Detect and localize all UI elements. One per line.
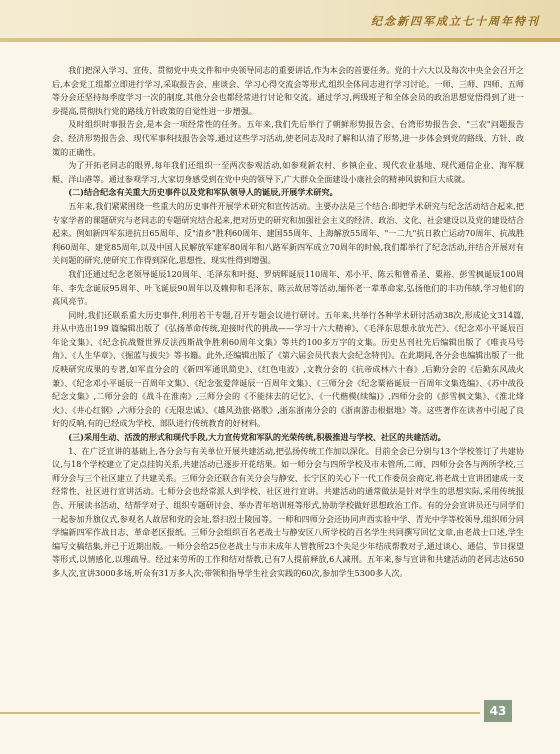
body-paragraph: 同时,我们还联系重大历史事件,利用若干专题,召开专题会议进行研讨。五年来,共举行各种学术研讨活动38次,形成论文314篇, 并从中选出199 篇编辑出版了《弘扬革命传统,迎接时代的挑战——学习十六大精神》、《毛泽东思想永放光芒》、《纪念邓小平诞辰百年论文集》、《纪念抗战暨世界反法西斯战争胜利60周年文集》等共约100多万字的文集。历史丛刊社先后编辑出版了《唯丧马号角》、《人生华章》、《掘蓝与拔尖》等书籍。此外,还编辑出版了《第六届会员代表大会纪念特刊》。在此期间,各分会也编辑出版了一批反映研究成果的专著,如军直分会的《新四军通讯简史》、《红色电波》,文教分会的《抗帝成林六十春》,后勤分会的《后勤东风战火兼》、《纪念邓小平诞辰一百周年文集》、《纪念张爱萍诞辰一百周年文集》、《三师分会《纪念粟裕诞辰一百周年文集选编》、《苏中战役纪念文集》,二师分会的《战斗在淮南》,三师分会的《不能抹去的记忆》、《一代楷模(续编)》,四师分会的《彭雪枫文集》、《淮北烽火》、《井心红钢》,六师分会的《无限忠诚》、《雄风劲旅·路歌》,浙东浙南分会的《浙南游击根据地》等。这些著作在读者中引起了良好的反响,有的已经成为学校、部队进行传统教育的好材料。 [52, 309, 524, 429]
body-paragraph: 五年来,我们紧紧围绕一些重大的历史事件开展学术研究和宣传活动。主要办法是三个结合:即把学术研究与纪念活动结合起来,把专家学者的课题研究与老同志的专题研究结合起来,把对历史的研究和加强社会主义的经济、政治、文化、社会建设以及党的建设结合起来。例如新四军东进抗日65周年、反"清乡"胜利60周年、建国55周年、上海解放55周年、"一二九"抗日救亡运动70周年、抗战胜利60周年、建党85周年,以及中国人民解放军建军80周年和八路军新四军成立70周年的时候,我们都举行了纪念活动,并结合开展对有关问题的研究,使研究工作得到深化,思想性、现实性得到增强。 [52, 200, 525, 266]
body-paragraph: 为了开拓老同志的眼界,每年我们还组织一至两次参观活动,如参观新农村、乡镇企业、现代农业基地、现代通信企业、海军舰艇、洋山港等。通过参观学习,大家切身感受到在党中央的领导下,广大群众全面建设小康社会的精神风貌和巨大成就。 [52, 160, 524, 184]
body-paragraph: 及时组织时事报告会,是本会一项经常性的任务。五年来,我们先后举行了朝鲜形势报告会、台湾形势报告会、"三农"问题报告会、经济形势报告会、现代军事科技报告会等,通过这些学习活动,使老同志及时了解和认清了形势,进一步体会到党的路线、方针、政策的正确性。 [52, 119, 524, 157]
article-body [52, 64, 524, 581]
section-heading: (二)结合纪念有关重大历史事件以及党和军队领导人的诞辰,开展学术研究。 [68, 187, 338, 198]
body-paragraph: 我们把深入学习、宣传、贯彻党中央文件和中央领导同志的重要讲话,作为本会的首要任务。党的十六大以及每次中央全会召开之后,本会党工组都立即进行学习,采取报告会、座谈会、学习心得交流会等形式,组织全体同志进行学习讨论。一师、三师、四师、五师等分会还坚持每季度学习一次的制度,其他分会也都经常进行讨论和交流。通过学习,两级班子和全体会员的政治思想觉悟得到了进一步提高,贯彻执行党的路线方针政策的自觉性进一步增强。 [52, 65, 525, 116]
header-rule [0, 38, 560, 42]
body-paragraph: 我们还通过纪念老领导诞辰120周年、毛泽东和叶挺、罗炳辉诞辰110周年、邓小平、陈云和曾希圣、粟裕、彭雪枫诞辰100周年、李先念诞辰95周年、叶飞诞辰90周年以及赖仰和毛泽东、陈云故居等活动,缅怀老一辈革命家,弘扬他们的丰功伟绩,学习他们的高风亮节。 [52, 268, 524, 307]
running-header-title: 纪念新四军成立七十周年特刊 [371, 15, 540, 28]
body-paragraph: 1、在广泛宣讲的基础上,各分会与有关单位开展共建活动,把弘扬传统工作加以深化。目前全会已分别与13个学校签订了共建协议,与18个学校建立了定点挂钩关系,共建活动已逐步开花结果。如一师分会与四所学校及市未管所,二师、四师分会各与两所学校,三师分会与三个社区建立了共建关系。三师分会还联合有关分会与静安、长宁区的关心下一代工作委员会商定,将老战士宣讲团建成一支经常性、社区进行宣讲活动。七师分会也经常派人到学校、社区进行宣讲。共建活动的通常做法是针对学生的思想实际,采用传统报告、开展读书活动、结帮学对子、组织专题研讨会、举办青年培训班等形式,协助学校做好思想政治工作。有的分会宣讲员还与同学们一起参加升旗仪式,参观名人故居和党的会址,祭扫烈士陵园等。一师和四师分会还协同声西实验中学、青光中学等校领导,组织师分同学编新四军作战日志、革命老区报纸。三师分会组织百名老战士与静安区八所学校的百名学生共同撰写回忆文章,由老战士口述,学生编写文稿结集,并已于近期出版。一师分会给25位老战士与市未成年人管教所23个失足少年结成帮教对子,通过谈心、通信、节日探望等形式,以情感化,以理疏导。经过来劳所的工作和结对帮教,已有7人提前释放,6人减刑。五年来,参与宣讲和共建活动的老同志达650多人次,宣讲3000多场,听众有31万多人次;带领和指导学生社会实践的60次,参加学生5300多人次。 [52, 445, 525, 578]
footer-rule [0, 712, 480, 714]
section-heading: (三)采用生动、活泼的形式和现代手段,大力宣传党和军队的光荣传统,积极推进与学校、社区的共建活动。 [68, 432, 446, 443]
page-number: 43 [484, 700, 512, 722]
page-header [0, 0, 560, 44]
